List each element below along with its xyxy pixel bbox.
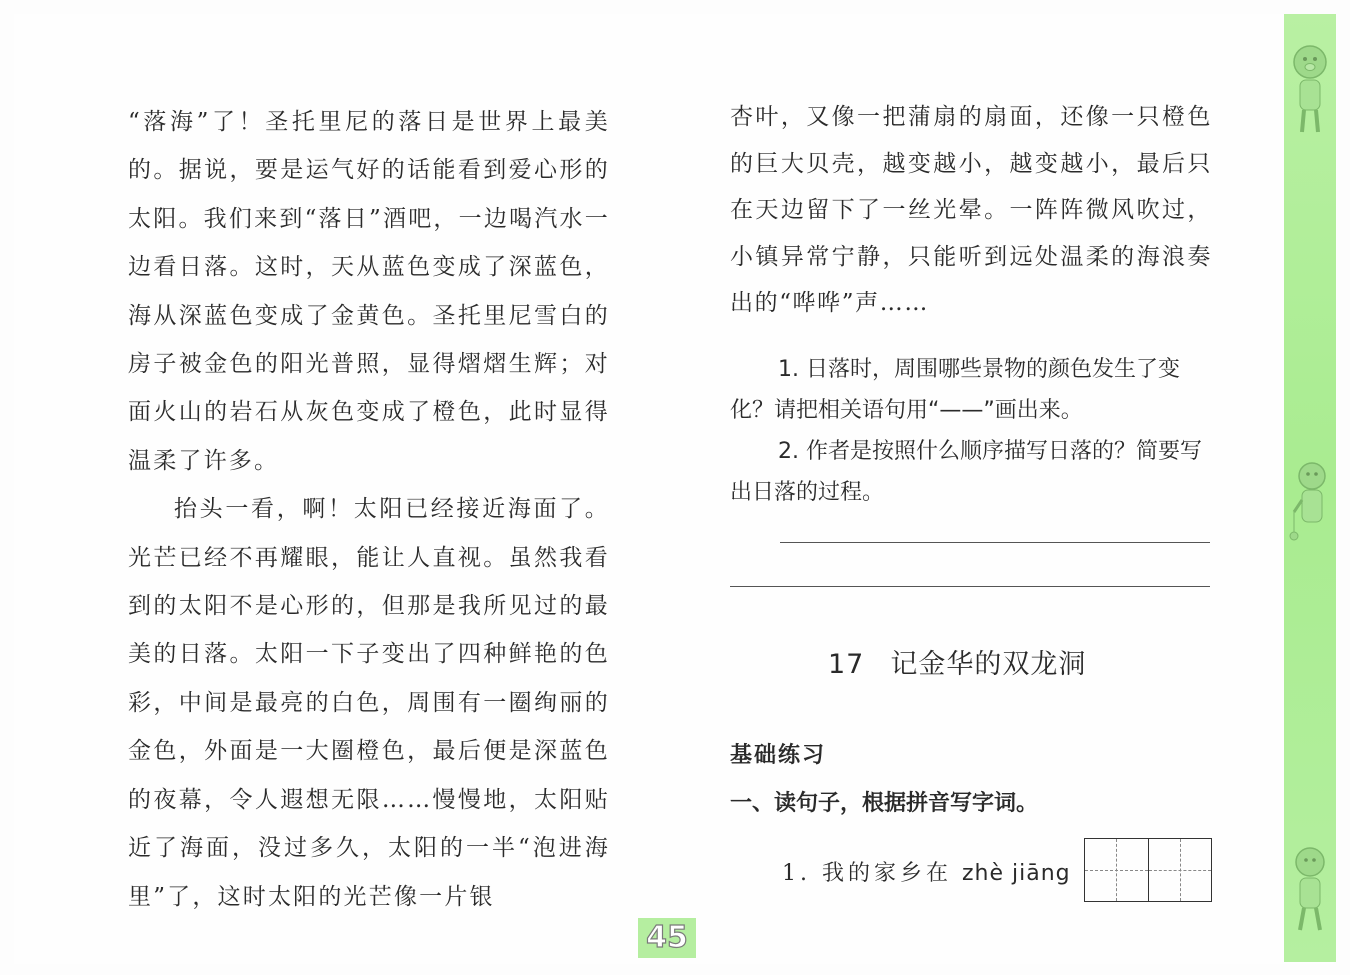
story-paragraph: “落海”了！圣托里尼的落日是世界上最美的。据说，要是运气好的话能看到爱心形的太阳。我们来到“落日”酒吧，一边喝汽水一边看日落。这时，天从蓝色变成了深蓝色，海从深蓝色变成了金黄色。圣托里尼雪白的房子被金色的阳光普照，显得熠熠生辉；对面火山的岩石从灰色变成了橙色，此时显得温柔了许多。 (128, 109, 610, 474)
writing-cell[interactable] (1085, 839, 1149, 901)
right-text-column (730, 94, 1212, 513)
exercise-item-text: 1. 我的家乡在 (782, 861, 952, 886)
lesson-number: 17 (828, 649, 865, 680)
cartoon-pig-illustration (1286, 34, 1334, 144)
pinyin-prompt: zhè jiāng (961, 861, 1071, 886)
lesson-title (828, 642, 1086, 681)
cartoon-pig-kid-illustration (1286, 834, 1334, 944)
story-paragraph: 抬头一看，啊！太阳已经接近海面了。光芒已经不再耀眼，能让人直视。虽然我看到的太阳不是心形的，但那是我所见过的最美的日落。太阳一下子变出了四种鲜艳的色彩，中间是最亮的白色，周围有一圈绚丽的金色，外面是一大圈橙色，最后便是深蓝色的夜幕，令人遐想无限……慢慢地，太阳贴近了海面，没过多久，太阳的一半“泡进海里”了，这时太阳的光芒像一片银 (128, 496, 610, 910)
cartoon-dog-with-yoyo-illustration (1286, 452, 1334, 562)
reading-question: 1. 日落时，周围哪些景物的颜色发生了变化？请把相关语句用“——”画出来。 (730, 356, 1180, 423)
answer-line[interactable] (780, 542, 1210, 543)
exercise-heading: 一、读句子，根据拼音写字词。 (730, 791, 1039, 816)
left-text-column (128, 98, 610, 921)
page-number: 45 (638, 918, 696, 958)
writing-cell[interactable] (1149, 839, 1212, 901)
reading-question: 2. 作者是按照什么顺序描写日落的？简要写出日落的过程。 (730, 438, 1202, 505)
answer-line[interactable] (730, 586, 1210, 587)
decorative-side-strip (1284, 14, 1336, 962)
character-writing-grid[interactable] (1084, 838, 1212, 902)
story-paragraph: 杏叶，又像一把蒲扇的扇面，还像一只橙色的巨大贝壳，越变越小，越变越小，最后只在天边留下了一丝光晕。一阵阵微风吹过，小镇异常宁静，只能听到远处温柔的海浪奏出的“哗哗”声…… (730, 104, 1212, 316)
exercise-item (782, 856, 1071, 887)
lesson-title-text: 记金华的双龙洞 (890, 649, 1087, 680)
section-heading: 基础练习 (730, 743, 827, 768)
